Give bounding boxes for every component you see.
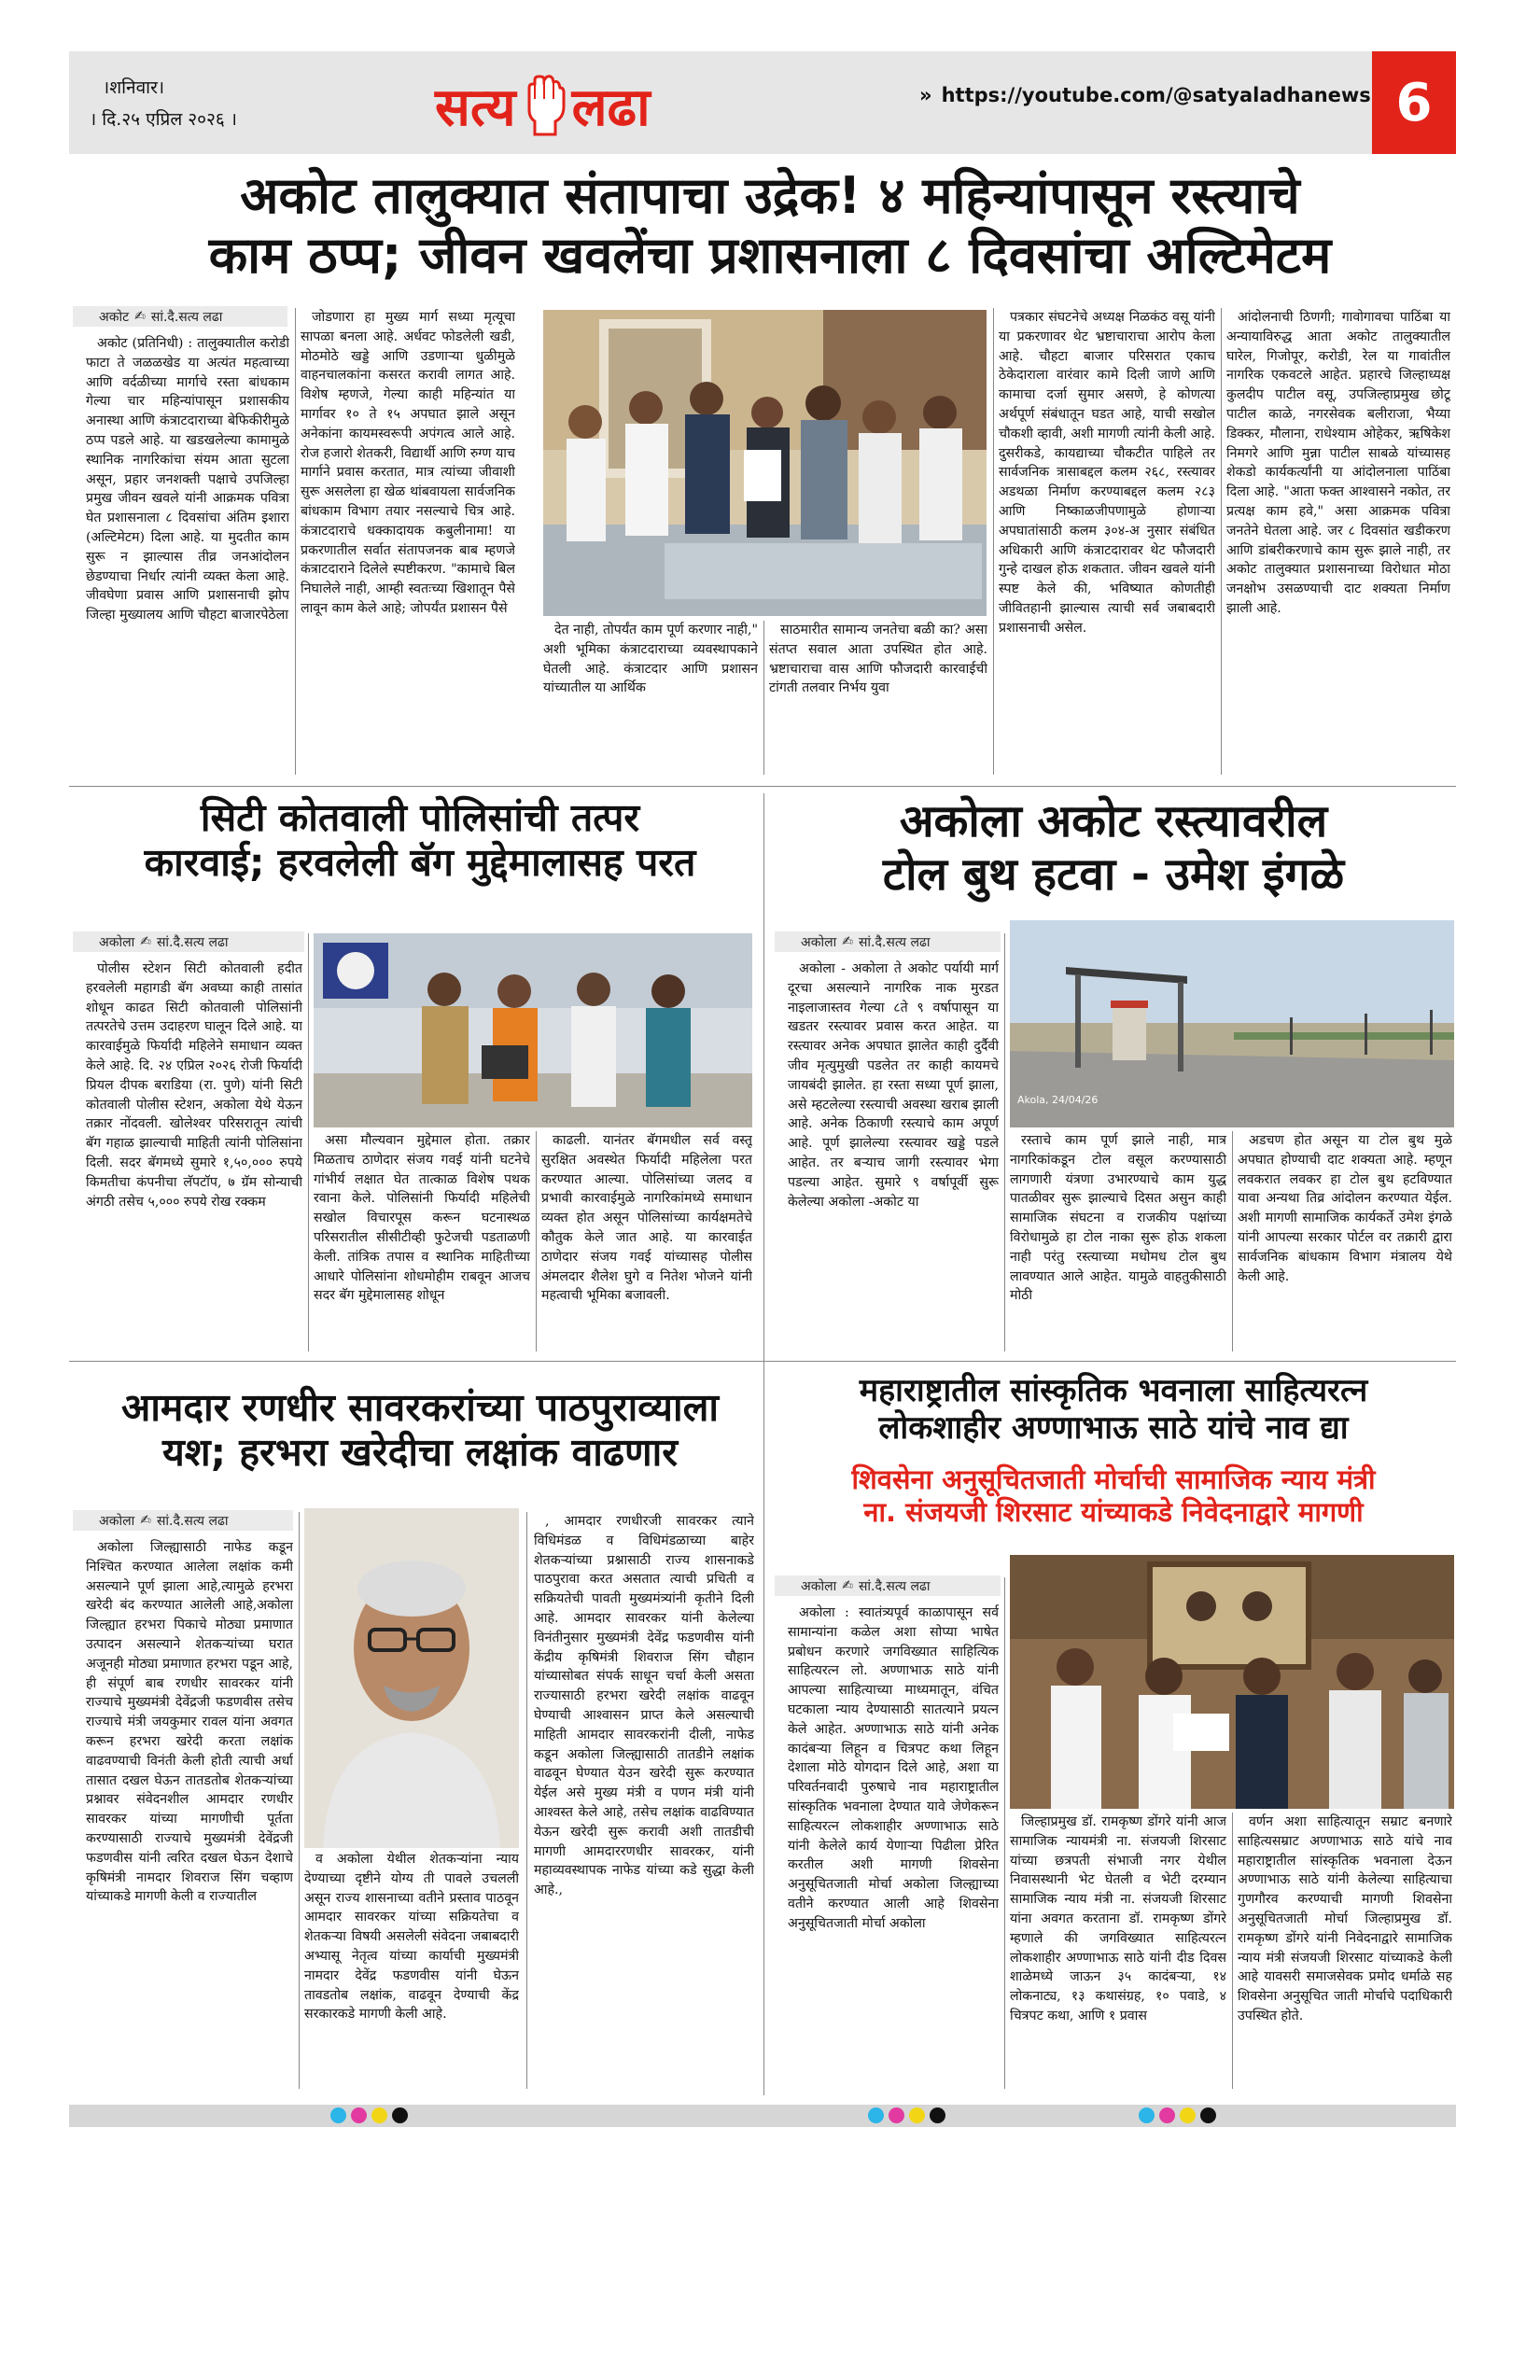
magenta-dot xyxy=(1159,2107,1175,2123)
column-divider xyxy=(295,308,296,775)
story1-headline-line2: काम ठप्प; जीवन खवलेंचा प्रशासनाला ८ दिवसांचा अल्टिमेटम xyxy=(208,225,1332,285)
story3-photo-caption: Akola, 24/04/26 xyxy=(1017,1094,1099,1106)
story5-photo-memorandum xyxy=(1010,1555,1454,1809)
cyan-dot xyxy=(1139,2107,1155,2123)
story2-column-1 xyxy=(86,959,302,1351)
cyan-dot xyxy=(330,2107,346,2123)
issue-day: ।शनिवार। xyxy=(103,77,165,98)
footer-bar xyxy=(69,2105,1456,2127)
story4-col1-text: अकोला जिल्ह्यासाठी नाफेड कडून निश्चित करण्यात आलेला लक्षांक कमी असल्याने पूर्ण झाला आहे,त्यामुळे हरभरा खरेदी बंद करण्यात आलेली आहे,अकोला जिल्ह्यात हरभरा पिकाचे मोठ्या प्रमाणात उत्पादन असल्याने शेतकऱ्यांच्या घरात अजूनही मोठ्या प्रमाणात हरभरा पडून आहे, ही संपूर्ण बाब रणधीर सावरकर यांनी राज्याचे मुख्यमंत्री देवेंद्रजी फडणवीस तसेच राज्याचे मंत्री जयकुमार रावल यांना अवगत करून हरभरा खरेदी करता लक्षांक वाढवण्याची विनंती केली होती त्याची अर्धा तासात दखल घेऊन तातडतोब शेतकऱ्यांच्या प्रश्नावर संवेदनशील आमदार रणधीर सावरकर यांच्या मागणीची पूर्तता करण्यासाठी राज्याचे मुख्यमंत्री देवेंद्रजी फडणवीस यांनी त्वरित दखल घेऊन देशाचे कृषिमंत्री नामदार शिवराज सिंग चव्हाण यांच्याकडे मागणी केली व राज्यातील xyxy=(86,1540,293,1905)
story3-headline xyxy=(771,795,1456,901)
story5-subheadline-line2: ना. संजयजी शिरसाट यांच्याकडे निवेदनाद्वारे मागणी xyxy=(863,1495,1364,1528)
section-divider xyxy=(763,1361,1456,1362)
story1-column-5 xyxy=(1226,308,1450,775)
registration-dots-right xyxy=(1139,2107,1216,2123)
story4-col2-text: व अकोला येथील शेतकऱ्यांना न्याय देण्याच्या दृष्टीने योग्य ती पावले उचलली असून राज्य शासनाच्या वतीने प्रस्ताव पाठवून आमदार सावरकर यांच्या सक्रियतेचा व शेतकऱ्या विषयी असलेली संवेदना जबाबदारी अभ्यासू नेतृत्व यांच्या कार्याची मुख्यमंत्री नामदार देवेंद्र फडणवीस यांनी घेऊन तावडतोब लक्षांक, वाढवून देण्याची केंद्र सरकारकडे मागणी केली आहे. xyxy=(304,1852,519,2023)
story5-col1-text: अकोला : स्वातंत्र्यपूर्व काळापासून सर्व सामान्यांना कळेल अशा सोप्या भाषेत प्रबोधन करणारे जगविख्यात साहित्यिक साहित्यरत्न लो. अण्णाभाऊ साठे यांनी आपल्या साहित्याच्या माध्यमातून, वंचित घटकाला न्याय देण्यासाठी सातत्याने प्रयत्न केले आहेत. अण्णाभाऊ साठे यांनी अनेक कादंबऱ्या लिहून व चित्रपट कथा लिहून देशाला मोठे योगदान दिले आहे, अशा या परिवर्तनवादी पुरुषाचे नाव महाराष्ट्रातील सांस्कृतिक भवनाला देण्यात यावे जेणेकरून साहित्यरत्न लोकशाहीर अण्णाभाऊ साठे यांनी केलेले कार्य येणाऱ्या पिढीला प्रेरित करतील अशी मागणी शिवसेना अनुसूचितजाती मोर्चा अकोला जिल्ह्याच्या वतीने करण्यात आली आहे शिवसेना अनुसूचितजाती मोर्चा अकोला xyxy=(788,1605,999,1931)
youtube-link[interactable] xyxy=(919,84,1371,106)
story2-col1-text: पोलीस स्टेशन सिटी कोतवाली हदीत हरवलेली महागडी बॅग अवघ्या काही तासांत शोधून काढत सिटी कोतवाली पोलिसांनी तत्परतेचे उत्तम उदाहरण घालून दिले आहे. या कारवाईमुळे फिर्यादी महिलेने समाधान व्यक्त केले आहे. दि. २४ एप्रिल २०२६ रोजी फिर्यादी प्रियल दीपक बराडिया (रा. पुणे) यांनी सिटी कोतवाली पोलीस स्टेशन, अकोला येथे येऊन तक्रार नोंदवली. खोलेश्वर परिसरातून त्यांची बॅग गहाळ झाल्याची माहिती त्यांनी पोलिसांना दिली. सदर बॅगमध्ये सुमारे १,५०,००० रुपये किमतीचा कंपनीचा लॅपटॉप, ७ ग्रॅम सोन्याची अंगठी तसेच ५,००० रुपये रोख रक्कम xyxy=(86,961,302,1210)
column-divider xyxy=(1232,1131,1233,1351)
story5-column-2 xyxy=(1010,1813,1226,2089)
story4-photo-portrait xyxy=(304,1508,519,1848)
pen-icon: ✍ xyxy=(842,934,853,949)
story5-headline xyxy=(771,1372,1456,1447)
story5-subheadline xyxy=(771,1463,1456,1529)
pen-icon: ✍ xyxy=(140,934,151,949)
pen-icon: ✍ xyxy=(842,1578,853,1593)
column-divider xyxy=(299,1512,300,2089)
story3-col3-text: अडचण होत असून या टोल बुथ मुळे अपघात होण्याची दाट शक्यता आहे. म्हणून लवकरात लवकर हा टोल बुथ हटविण्यात यावा अन्यथा तिव्र आंदोलन करण्यात येईल. अशी मागणी सामाजिक कार्यकर्ते उमेश इंगळे यांनी आपल्या सरकार पोर्टल वर तक्रारी द्वारा सार्वजनिक बांधकाम विभाग मंत्रालय येथे केली आहे. xyxy=(1238,1133,1452,1284)
story2-column-3 xyxy=(541,1131,752,1351)
column-divider xyxy=(536,1131,537,1351)
yellow-dot xyxy=(909,2107,925,2123)
registration-dots-left xyxy=(330,2107,408,2123)
byline-place: अकोट xyxy=(99,309,130,325)
story1-photo-meeting xyxy=(543,310,987,616)
story1-column-2-bottom xyxy=(543,621,758,775)
story5-column-3 xyxy=(1238,1813,1452,2089)
story2-headline xyxy=(75,795,765,886)
story4-byline xyxy=(73,1510,293,1531)
story1-col2b-text: देत नाही, तोपर्यंत काम पूर्ण करणार नाही," अशी भूमिका कंत्राटदाराच्या व्यवस्थापकाने घेतली आहे. कंत्राटदार आणि प्रशासन यांच्यातील या आर्थिक xyxy=(543,623,758,696)
column-divider xyxy=(1004,1577,1005,2089)
byline-place: अकोला xyxy=(99,1513,135,1529)
cyan-dot xyxy=(868,2107,884,2123)
story2-col2-text: असा मौल्यवान मुद्देमाल होता. तक्रार मिळताच ठाणेदार संजय गवई यांनी घटनेचे गांभीर्य लक्षात घेत तात्काळ विशेष पथक रवाना केले. पोलिसांनी फिर्यादी महिलेची सखोल विचारपूस करून घटनास्थळ परिसरातील सीसीटीव्ही फुटेजची पडताळणी केली. तांत्रिक तपास व स्थानिक माहितीच्या आधारे पोलिसांना शोधमोहीम राबवून आजच सदर बॅग मुद्देमालासह शोधून xyxy=(314,1133,530,1304)
column-divider xyxy=(1004,933,1005,1351)
byline-source: सां.दै.सत्य लढा xyxy=(156,934,229,950)
double-chevron-right-icon: » xyxy=(919,84,932,106)
pen-icon: ✍ xyxy=(140,1513,151,1528)
pen-icon: ✍ xyxy=(134,309,146,324)
story1-col1-text: अकोट (प्रतिनिधी) : तालुक्यातील करोडी फाटा ते जळळखेड या अत्यंत महत्वाच्या आणि वर्दळीच्या मार्गाचे रस्ता बांधकाम गेल्या चार महिन्यांपासून प्रशासकीय अनास्था आणि कंत्राटदाराच्या बेफिकीरीमुळे ठप्प पडले आहे. या खडखलेल्या कामामुळे स्थानिक नागरिकांचा संयम आता सुटला असून, प्रहार जनशक्ती पक्षाचे उपजिल्हा प्रमुख जीवन खवले यांनी आक्रमक पवित्रा घेत प्रशासनाला ८ दिवसांचा अंतिम इशारा (अल्टिमेटम) दिला आहे. या मुदतीत काम सुरू न झाल्यास तीव्र जनआंदोलन छेडण्याचा निर्धार त्यांनी व्यक्त केला आहे. जीवघेणा प्रवास आणि प्रशासनाची झोप जिल्हा मुख्यालय आणि चौहटा बाजारपेठेला xyxy=(86,336,289,623)
magenta-dot xyxy=(889,2107,904,2123)
story1-column-1 xyxy=(86,334,289,775)
story1-column-2 xyxy=(301,308,515,775)
byline-source: सां.दै.सत्य लढा xyxy=(858,934,931,950)
column-divider xyxy=(308,933,309,1351)
story5-headline-line2: लोकशाहीर अण्णाभाऊ साठे यांचे नाव द्या xyxy=(878,1409,1349,1448)
column-divider xyxy=(993,308,994,775)
column-divider xyxy=(1221,308,1222,775)
story2-headline-line1: सिटी कोतवाली पोलिसांची तत्पर xyxy=(200,795,640,840)
byline-place: अकोला xyxy=(801,1578,837,1594)
story3-column-3 xyxy=(1238,1131,1452,1351)
registration-dots-center xyxy=(868,2107,945,2123)
black-dot xyxy=(392,2107,408,2123)
story3-headline-line2: टोल बुथ हटवा - उमेश इंगळे xyxy=(882,847,1345,901)
story3-column-1 xyxy=(788,959,999,1351)
story5-col3-text: वर्णन अशा साहित्यातून सम्राट बनणारे साहित्यसम्राट अण्णाभाऊ साठे यांचे नाव महाराष्ट्रातील सांस्कृतिक भवनाला देऊन अण्णाभाऊ साठे यांनी केलेल्या साहित्याचा गुणगौरव करण्याची मागणी शिवसेना अनुसूचितजाती मोर्चा जिल्हाप्रमुख डॉ. रामकृष्ण डोंगरे यांनी निवेदनाद्वारे सामाजिक न्याय मंत्री संजयजी शिरसाट यांच्याकडे केली आहे यावसरी समाजसेवक प्रमोद धर्माळे सह शिवसेना अनुसूचित जाती मोर्चाचे पदाधिकारी उपस्थित होते. xyxy=(1238,1814,1452,2023)
story1-col4-text: पत्रकार संघटनेचे अध्यक्ष निळकंठ वसू यांनी या प्रकरणावर थेट भ्रष्टाचाराचा आरोप केला आहे. चौहटा बाजार परिसरात एकाच ठेकेदाराला वारंवार कामे दिली जाणे आणि कामाचा दर्जा सुमार असणे, हे कोणत्या अर्थपूर्ण संबंधातून घडत आहे, याची सखोल चौकशी व्हावी, अशी मागणी त्यांनी केली आहे. दुसरीकडे, कायद्याच्या चौकटीत पाहिले तर सार्वजनिक त्रासाबद्दल कलम २६८, रस्त्यावर अडथळा निर्माण करण्याबद्दल कलम २८३ आणि निष्काळजीपणामुळे होणाऱ्या अपघातांसाठी कलम ३०४-अ नुसार संबंधित अधिकारी आणि कंत्राटदारावर थेट फौजदारी गुन्हे दाखल होऊ शकतात. जीवन खवले यांनी स्पष्ट केले की, भविष्यात कोणतीही जीवितहानी झाल्यास त्याची सर्व जबाबदारी प्रशासनाची असेल. xyxy=(999,310,1215,636)
story5-byline xyxy=(775,1575,1001,1596)
story5-col2-text: जिल्हाप्रमुख डॉ. रामकृष्ण डोंगरे यांनी आज सामाजिक न्यायमंत्री ना. संजयजी शिरसाट यांच्या छत्रपती संभाजी नगर येथील निवासस्थानी भेट घेतली व भेटी दरम्यान सामाजिक न्याय मंत्री ना. संजयजी शिरसाट यांना अवगत करताना डॉ. रामकृष्ण डोंगरे म्हणाले की जगविख्यात साहित्यरत्न लोकशाहीर अण्णाभाऊ साठे यांनी दीड दिवस शाळेमध्ये जाऊन ३५ कादंबऱ्या, १४ लोकनाट्य, १३ कथासंग्रह, १० पवाडे, ४ चित्रपट कथा, आणि १ प्रवास xyxy=(1010,1814,1226,2023)
byline-source: सां.दै.सत्य लढा xyxy=(156,1513,229,1529)
story5-column-1 xyxy=(788,1603,999,2089)
story4-headline xyxy=(75,1385,765,1476)
column-divider xyxy=(763,621,764,775)
story4-headline-line2: यश; हरभरा खरेदीचा लक्षांक वाढणार xyxy=(161,1430,679,1476)
issue-date: । दि.२५ एप्रिल २०२६ । xyxy=(90,109,238,130)
byline-place: अकोला xyxy=(99,934,135,950)
story3-col2-text: रस्ताचे काम पूर्ण झाले नाही, मात्र नागरिकांकडून टोल वसूल करण्यासाठी लागणारी यंत्रणा उभारण्याचे काम युद्ध पातळीवर सुरू झाल्याचे दिसत असुन काही सामाजिक संघटना व राजकीय पक्षांच्या विरोधामुळे हा टोल नाका सुरू होऊ शकला नाही परंतु रस्त्याच्या मधोमध टोल बुथ लावण्यात आले आहेत. यामुळे वाहतुकीसाठी मोठी xyxy=(1010,1133,1226,1304)
byline-source: सां.दै.सत्य लढा xyxy=(858,1578,931,1594)
story5-headline-line1: महाराष्ट्रातील सांस्कृतिक भवनाला साहित्यरत्न xyxy=(859,1372,1368,1409)
story1-headline-line1: अकोट तालुक्यात संतापाचा उद्रेक! ४ महिन्यांपासून रस्त्याचे xyxy=(240,166,1300,225)
story3-photo-toll-booth xyxy=(1010,920,1454,1127)
story2-headline-line2: कारवाई; हरवलेली बॅग मुद्देमालासह परत xyxy=(144,840,696,886)
story3-col1-text: अकोला - अकोला ते अकोट पर्यायी मार्ग दूरचा असल्याने नागरिक नाक मुरडत नाइलाजास्तव गेल्या ८ते ९ वर्षापासून या खडतर रस्त्यावर प्रवास करत आहेत. या रस्त्यावर अनेक अपघात झालेत काही दुर्दैवी जीव मृत्युमुखी पडलेत तर काही कायमचे जायबंदी झालेत. हा रस्ता सध्या पूर्ण झाला, असे म्हटलेल्या रस्त्याची अवस्था खराब झाली आहे. अनेक ठिकाणी रस्त्याचे काम अपूर्ण आहे. पूर्ण झालेल्या रस्त्यावर खड्डे पडले आहेत. तर बऱ्याच जागी रस्त्यावर भेगा पडल्या आहेत. सुमारे ९ वर्षापूर्वी सुरू केलेल्या अकोला -अकोट या xyxy=(788,961,999,1210)
story4-headline-line1: आमदार रणधीर सावरकरांच्या पाठपुराव्याला xyxy=(120,1385,720,1430)
story1-col2a-text: जोडणारा हा मुख्य मार्ग सध्या मृत्यूचा सापळा बनला आहे. अर्धवट फोडलेली खडी, मोठमोठे खड्डे आणि उडणाऱ्या धुळीमुळे वाहनचालकांना कसरत करावी लागत आहे. विशेष म्हणजे, गेल्या काही महिन्यांत या मार्गावर १० ते १५ अपघात झाले असून अनेकांना कायमस्वरूपी अपंगत्व आले आहे. रोज हजारो शेतकरी, विद्यार्थी आणि रुग्ण याच मार्गाने प्रवास करतात, मात्र त्यांच्या जीवाशी सुरू असलेला हा खेळ थांबवायला सार्वजनिक बांधकाम विभाग तयार नसल्याचे चित्र आहे. कंत्राटदाराचे धक्कादायक कबुलीनामा! या प्रकरणातील सर्वात संतापजनक बाब म्हणजे कंत्राटदाराने दिलेले स्पष्टीकरण. "कामाचे बिल निघालेले नाही, आम्ही स्वतःच्या खिशातून पैसे लावून काम केले आहे; जोपर्यंत प्रशासन पैसे xyxy=(301,310,515,616)
story4-column-3 xyxy=(534,1512,754,2089)
logo-right-text: लढा xyxy=(571,77,651,138)
story4-column-1 xyxy=(86,1538,293,2089)
column-divider xyxy=(1232,1813,1233,2089)
story4-column-2 xyxy=(304,1850,519,2089)
yellow-dot xyxy=(1180,2107,1196,2123)
byline-place: अकोला xyxy=(801,934,837,950)
story2-photo-police xyxy=(314,933,752,1127)
black-dot xyxy=(1200,2107,1216,2123)
newspaper-logo xyxy=(435,73,651,138)
story5-subheadline-line1: शिवसेना अनुसूचितजाती मोर्चाची सामाजिक न्याय मंत्री xyxy=(851,1463,1376,1495)
youtube-url-text: https://youtube.com/@satyaladhanews xyxy=(941,84,1371,106)
column-divider xyxy=(526,1512,527,2089)
story2-col3-text: काढली. यानंतर बॅगमधील सर्व वस्तू सुरक्षित अवस्थेत फिर्यादी महिलेला परत करण्यात आल्या. पोलिसांच्या जलद व प्रभावी कारवाईमुळे नागरिकांमध्ये समाधान व्यक्त होत असून पोलिसांच्या कार्यक्षमतेचे कौतुक केले जात आहे. या कारवाईत ठाणेदार संजय गवई यांच्यासह पोलीस अंमलदार शैलेश घुगे व नितेश भोजने यांनी महत्वाची भूमिका बजावली. xyxy=(541,1133,752,1304)
yellow-dot xyxy=(371,2107,387,2123)
story2-byline xyxy=(73,931,304,952)
byline-source: सां.दै.सत्य लढा xyxy=(150,309,223,325)
raised-fist-icon xyxy=(520,75,568,136)
section-divider xyxy=(69,1361,763,1362)
story1-col5-text: आंदोलनाची ठिणगी; गावोगावचा पाठिंबा या अन्यायाविरुद्ध आता अकोट तालुक्यातील घारेल, गिजोपूर, करोडी, रेल या गावांतील नागरिक एकवटले आहेत. प्रहारचे जिल्हाध्यक्ष कुलदीप पाटील वसू, उपजिल्हाप्रमुख छोटू पाटील काळे, नगरसेवक बलीराजा, भैय्या डिक्कर, मौलाना, राधेश्याम ओहेकर, ऋषिकेश निमगरे आणि मुन्ना पाटील साबळे यांच्यासह शेकडो कार्यकर्त्यांनी या आंदोलनाला पाठिंबा दिला आहे. "आता फक्त आश्वासने नकोत, तर प्रत्यक्ष काम हवे," असा आक्रमक पवित्रा जनतेने घेतला आहे. जर ८ दिवसांत खडीकरण आणि डांबरीकरणाचे काम सुरू झाले नाही, तर अकोट तालुक्यात प्रशासनाच्या विरोधात मोठा जनक्षोभ उसळण्याची दाट शक्यता निर्माण झाली आहे. xyxy=(1226,310,1450,616)
story2-column-2 xyxy=(314,1131,530,1351)
story4-col3-text: , आमदार रणधीरजी सावरकर त्याने विधिमंडळ व विधिमंडळाच्या बाहेर शेतकऱ्यांच्या प्रश्नासाठी राज्य शासनाकडे पाठपुरावा करत असतात त्याची प्रचिती व सक्रियतेची पावती मुख्यमंत्र्यांनी कृतीने दिली आहे. आमदार सावरकर यांनी केलेल्या विनंतीनुसार मुख्यमंत्री देवेंद्र फडणवीस यांनी केंद्रीय कृषिमंत्री शिवराज सिंग चौहान यांच्यासोबत संपर्क साधून चर्चा केली असता राज्यासाठी हरभरा खरेदी लक्षांक वाढवून घेण्याची आश्वासन प्राप्त केले असल्याची माहिती आमदार सावरकरांनी दीली, नाफेड कडून अकोला जिल्ह्यासाठी तातडीने लक्षांक वाढवून घेण्यात येउन खरेदी सुरू करण्यात येईल असे मुख्य मंत्री व पणन मंत्री यांनी आश्वस्त केले आहे, तसेच लक्षांक वाढविण्यात येऊन खरेदी सुरू करावी अशी तातडीची मागणी आमदाररणधीर सावरकर, यांनी महाव्यवस्थापक नाफेड यांच्या कडे सुद्धा केली आहे., xyxy=(534,1514,754,1898)
section-divider xyxy=(69,786,1456,787)
logo-left-text: सत्य xyxy=(435,77,516,138)
story1-column-3-bottom xyxy=(769,621,987,775)
magenta-dot xyxy=(351,2107,367,2123)
story1-column-4 xyxy=(999,308,1215,775)
story1-headline xyxy=(75,166,1465,285)
page-number: 6 xyxy=(1372,51,1456,154)
story3-column-2 xyxy=(1010,1131,1226,1351)
story3-byline xyxy=(775,931,1001,952)
black-dot xyxy=(930,2107,945,2123)
story1-col3b-text: साठमारीत सामान्य जनतेचा बळी का? असा संतप्त सवाल आता उपस्थित होत आहे. भ्रष्टाचाराचा वास आणि फौजदारी कारवाईची टांगती तलवार निर्भय युवा xyxy=(769,623,987,696)
story1-byline xyxy=(73,306,287,327)
story3-headline-line1: अकोला अकोट रस्त्यावरील xyxy=(899,795,1328,847)
